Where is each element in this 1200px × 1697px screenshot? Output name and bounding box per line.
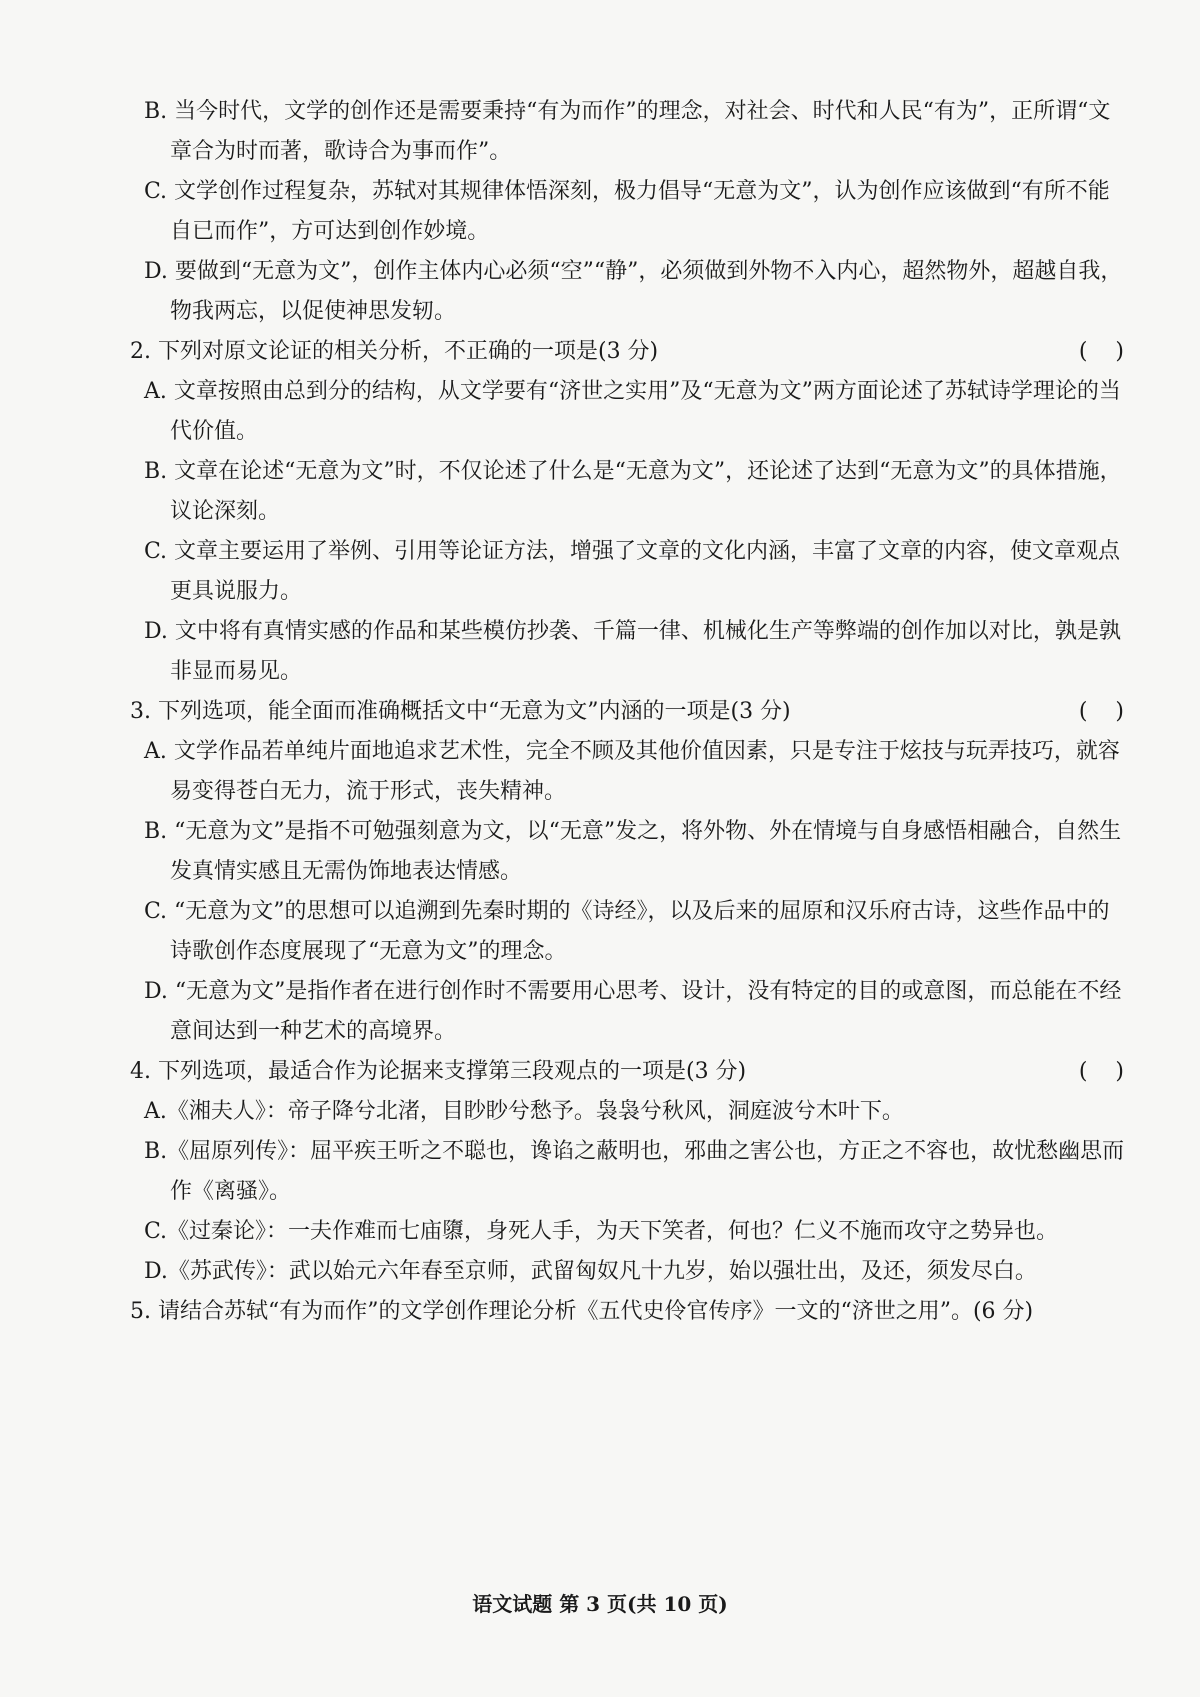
q4-option-a: A.《湘夫人》：帝子降兮北渚，目眇眇兮愁予。袅袅兮秋风，洞庭波兮木叶下。: [144, 1099, 904, 1124]
question-3-stem: [130, 692, 1130, 732]
question-5-stem: [130, 1292, 1130, 1332]
q2-option-a: A. 文章按照由总到分的结构，从文学要有“济世之实用”及“无意为文”两方面论述了苏轼诗学理论的当代价值。: [144, 379, 1121, 444]
answer-blank: ( ): [1078, 699, 1124, 724]
q1-option-d: D. 要做到“无意为文”，创作主体内心必须“空”“静”，必须做到外物不入内心，超然物外，超越自我，物我两忘，以促使神思发轫。: [144, 259, 1123, 324]
q4-option-c: C.《过秦论》：一夫作难而七庙隳，身死人手，为天下笑者，何也？仁义不施而攻守之势异也。: [144, 1219, 1059, 1244]
page-footer: 语文试题 第 3 页(共 10 页): [472, 1592, 728, 1616]
question-4-stem: [130, 1052, 1130, 1092]
q4-option-b: B.《屈原列传》：屈平疾王听之不聪也，谗谄之蔽明也，邪曲之害公也，方正之不容也，故忧愁幽思而作《离骚》。: [144, 1139, 1125, 1204]
q3-option-d: D. “无意为文”是指作者在进行创作时不需要用心思考、设计，没有特定的目的或意图，而总能在不经意间达到一种艺术的高境界。: [144, 979, 1122, 1044]
q1-option-c: C. 文学创作过程复杂，苏轼对其规律体悟深刻，极力倡导“无意为文”，认为创作应该做到“有所不能自已而作”，方可达到创作妙境。: [144, 179, 1110, 244]
q4-option-d: D.《苏武传》：武以始元六年春至京师，武留匈奴凡十九岁，始以强壮出，及还，须发尽白。: [144, 1259, 1037, 1284]
exam-content: [130, 92, 1130, 1332]
q1-option-b: B. 当今时代，文学的创作还是需要秉持“有为而作”的理念，对社会、时代和人民“有为”，正所谓“文章合为时而著，歌诗合为事而作”。: [144, 99, 1111, 164]
q2-option-d: D. 文中将有真情实感的作品和某些模仿抄袭、千篇一律、机械化生产等弊端的创作加以对比，孰是孰非显而易见。: [144, 619, 1121, 684]
answer-blank: ( ): [1078, 339, 1124, 364]
answer-blank: ( ): [1078, 1059, 1124, 1084]
question-4-text: 4. 下列选项，最适合作为论据来支撑第三段观点的一项是(3 分): [130, 1059, 747, 1084]
question-3-text: 3. 下列选项，能全面而准确概括文中“无意为文”内涵的一项是(3 分): [130, 699, 791, 724]
q3-option-a: A. 文学作品若单纯片面地追求艺术性，完全不顾及其他价值因素，只是专注于炫技与玩弄技巧，就容易变得苍白无力，流于形式，丧失精神。: [144, 739, 1120, 804]
q2-option-c: C. 文章主要运用了举例、引用等论证方法，增强了文章的文化内涵，丰富了文章的内容，使文章观点更具说服力。: [144, 539, 1121, 604]
q3-option-c: C. “无意为文”的思想可以追溯到先秦时期的《诗经》，以及后来的屈原和汉乐府古诗，这些作品中的诗歌创作态度展现了“无意为文”的理念。: [144, 899, 1110, 964]
question-2-stem: [130, 332, 1130, 372]
question-2-text: 2. 下列对原文论证的相关分析，不正确的一项是(3 分): [130, 339, 659, 364]
question-5-text: 5. 请结合苏轼“有为而作”的文学创作理论分析《五代史伶官传序》一文的“济世之用”。(6 分): [130, 1299, 1034, 1324]
q3-option-b: B. “无意为文”是指不可勉强刻意为文，以“无意”发之，将外物、外在情境与自身感悟相融合，自然生发真情实感且无需伪饰地表达情感。: [144, 819, 1122, 884]
q2-option-b: B. 文章在论述“无意为文”时，不仅论述了什么是“无意为文”，还论述了达到“无意为文”的具体措施，议论深刻。: [144, 459, 1122, 524]
